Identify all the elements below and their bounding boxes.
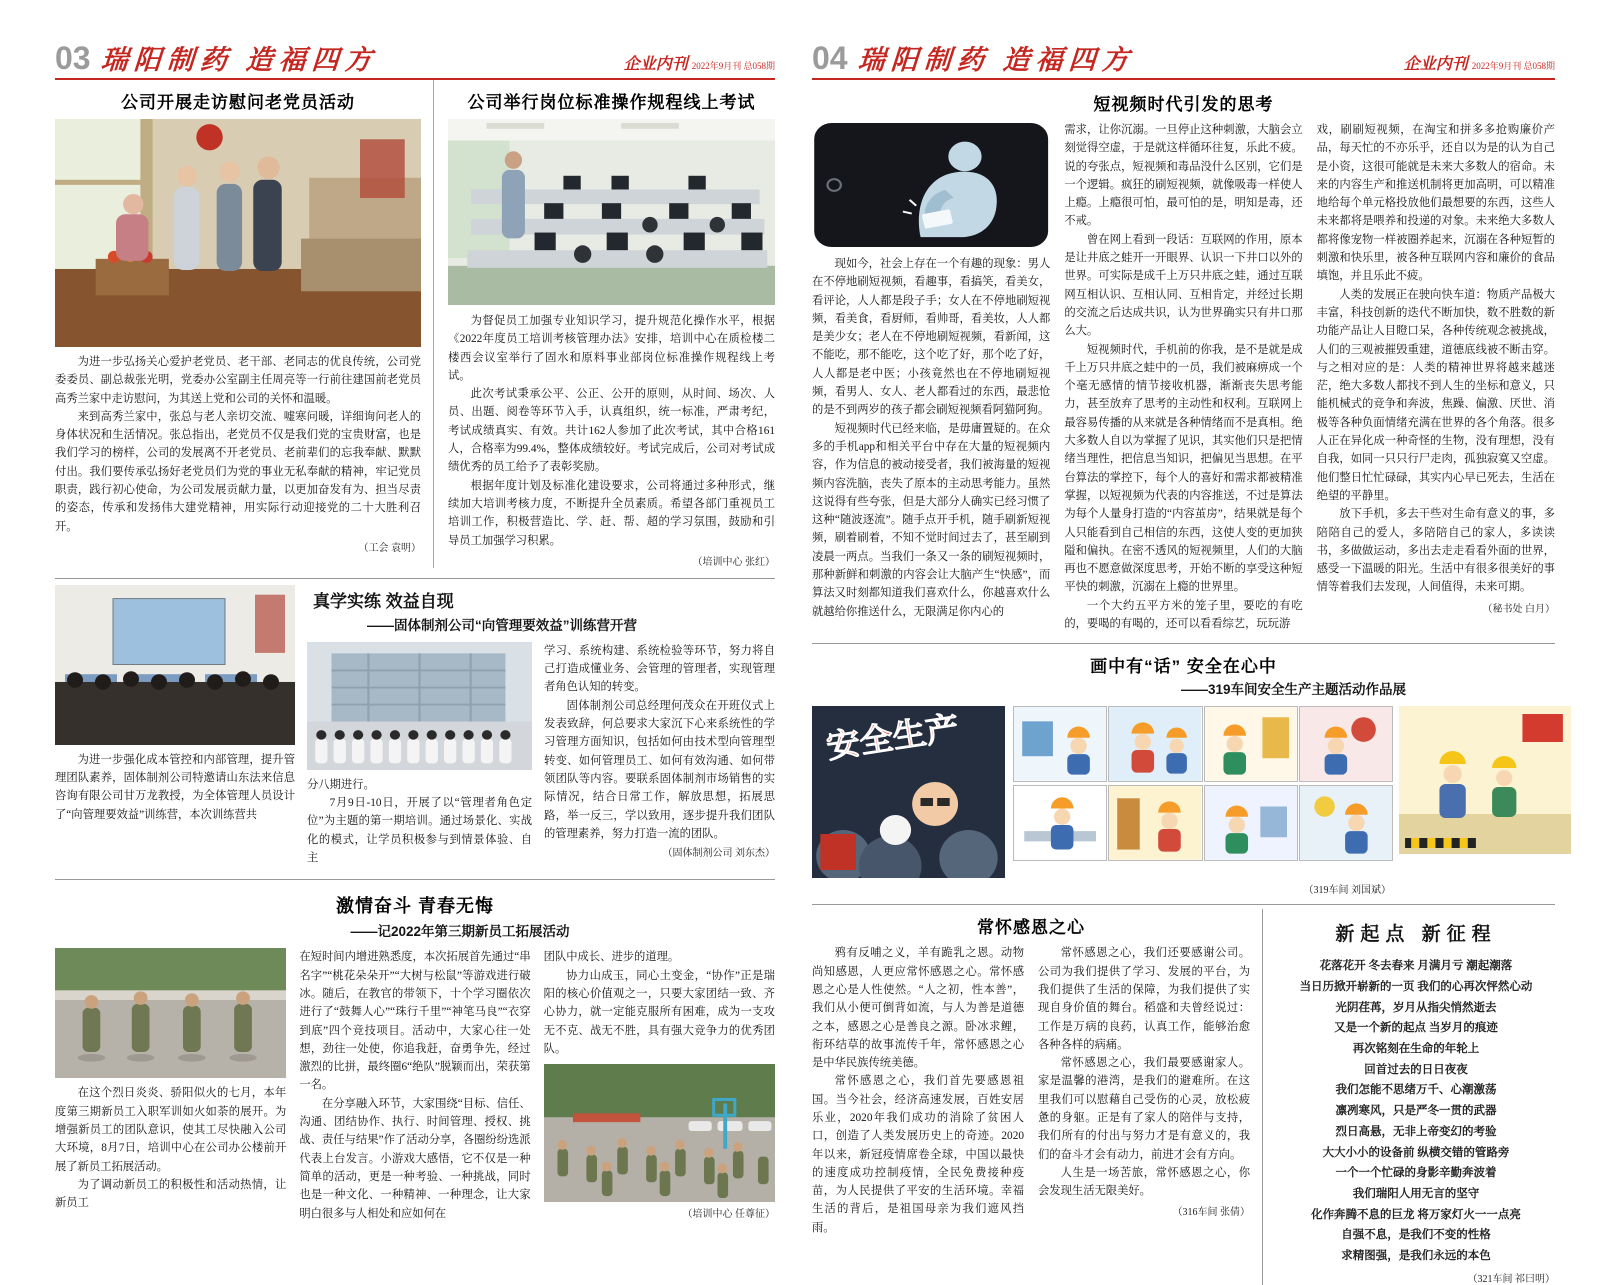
paragraph: 现如今，社会上存在一个有趣的现象：男人在不停地刷短视频，看趣事，看搞笑，看美女，看评论，人人都是段子手；女人在不停地刷短视频，看美食，看厨师，看帅哥，看美妆，人人都是美少女；老人在不停地刷短视频，看新闻，这不能吃，那不能吃，这个吃了好，那个吃了好，人人都是老中医；小孩竟然也在不停地刷短视频，看男人、女人、老人都看过的东西，最悲怆的是不到两岁的孩子都会刷短视频看阿猫阿狗。 [812, 258, 1051, 417]
paragraph: 曾在网上看到一段话：互联网的作用，原本是让井底之蛙开一开眼界、认识一下井口以外的世界。可实际是成千上万只井底之蛙，通过互联网互相认识、互相认同、互相肯定，并经过长期的交流之后达成共识，认为世界确实只有井口那么大。 [1064, 233, 1303, 338]
paragraph-continuation: 需求，让你沉溺。一旦停止这种刺激，大脑会立刻觉得空虚，于是就这样循环往复，乐此不疲。说的夸张点，短视频和毒品没什么区别，它们是一个逻辑。疯狂的刷短视频，就像吸毒一样使人上瘾。上瘾很可怕，最可怕的是，明知是毒，还不戒。 [1064, 124, 1303, 228]
artwork-comic-grid-wrap [1013, 706, 1391, 861]
poem-line: 求精图强，是我们永远的本色 [1341, 1249, 1491, 1262]
article-title: 公司举行岗位标准操作规程线上考试 [467, 93, 756, 112]
publication-name: 企业内刊 [623, 56, 688, 73]
article-subtitle: ——记2022年第三期新员工拓展活动 [350, 924, 570, 940]
byline: （培训中心 张红） [692, 556, 775, 568]
article-right-area [307, 585, 775, 867]
byline: （工会 袁明） [358, 542, 421, 554]
column-2 [1064, 121, 1302, 633]
poem-line: 自强不息，是我们不变的性格 [1341, 1229, 1491, 1242]
article-title: 画中有“话” 安全在心中 [1090, 657, 1277, 677]
paragraph: 为督促员工加强专业知识学习，提升规范化操作水平，根据《2022年度员工培训考核管理办法》安排，培训中心在质检楼二楼西会议室举行了固水和原料事业部岗位标准操作规程线上考试。 [448, 315, 775, 382]
article-title: 短视频时代引发的思考 [1093, 95, 1274, 114]
photo-military-training-field [544, 1064, 775, 1202]
paragraph: 短视频时代，手机前的你我，是不是就是成千上万只井底之蛙中的一员，我们被麻痹成一个个毫无感情的情节接收机器，渐渐丧失思考能力，甚至放弃了思考的主动性和权利。互联网上最容易传播的从来就是各种情绪而不是真相。绝大多数人自以为掌握了见识，其实他们只是把情绪当理性，把信息当知识，把偏见当思想。在平台算法的掌控下，每个人的喜好和需求都被精准掌握，以短视频为代表的内容推送，不过是算法为每个人量身打造的“内容茧房”，结果就是每个人只能看到自己相信的东西，这使人变的更加狭隘和偏执。在密不透风的短视频里，人们的大脑再也不愿意做深度思考，开始不断的享受这种短平快的刺激，沉溺在上瘾的世界里。 [1064, 343, 1303, 594]
artwork-safety-poster-yellow [1399, 706, 1571, 854]
illustration-phone-addiction [812, 121, 1050, 249]
poem-line: 回首过去的日日夜夜 [1364, 1063, 1468, 1076]
page-number: 04 [812, 40, 848, 76]
paragraph-continuation: 戏，刷刷短视频，在淘宝和拼多多抢购廉价产品，每天忙的不亦乐乎，还自以为是的认为自己是小资，这很可能就是未来大多数人的宿命。未来的内容生产和推送机制将更加高明，可以精准地给每个单元格投放他们最想要的东西，这些人未来都将是喂养和投递的对象。未来绝大多数人都将像宠物一样被圈养起来，沉溺在各种短暂的刺激和快乐里，被各种互联网内容和廉价的食品填饱，并且乐此不疲。 [1316, 124, 1555, 283]
paragraph: 为进一步弘扬关心爱护老党员、老干部、老同志的优良传统，公司党委委员、副总裁张光明，党委办公室副主任周亮等一行前往建国前老党员高秀兰家中走访慰问，为其送上党和公司的关怀和温暖。 [55, 356, 421, 405]
comic-panel [1013, 706, 1107, 782]
article-title: 常怀感恩之心 [977, 918, 1085, 938]
article-title: 公司开展走访慰问老党员活动 [121, 93, 355, 112]
poem-body [1277, 956, 1555, 1266]
paragraph: 短视频时代已经来临，是毋庸置疑的。在众多的手机app和相关平台中存在大量的短视频内容，作为信息的被动接受者，我们被海量的短视频内容洗脑，丧失了原本的主动思考能力。虽然这说得有些夸张，但是大部分人确实已经习惯了这种“随波逐流”。随手点开手机，随手刷新短视频，刷着刷着，不知不觉时间过去了，甚至刷到凌晨一两点。当我们一条又一条的刷短视频时，那种新鲜和刺激的内容会让大脑产生“快感”，而算法又时刻都知道我们喜欢什么，你越喜欢什么就越给你推送什么，无限满足你内心的 [812, 422, 1051, 618]
paragraph: 为进一步强化成本管控和内部管理，提升管理团队素养，固体制剂公司特邀请山东法来信息咨询有限公司甘万龙教授，为全体管理人员设计了“向管理要效益”训练营，本次训练营共 [55, 753, 295, 821]
byline: （319车间 刘国斌） [1303, 885, 1391, 897]
poem-line: 当日历掀开崭新的一页 我们的心再次怦然心动 [1299, 981, 1533, 993]
page3-header [55, 34, 775, 80]
article-online-exam [433, 80, 775, 568]
comic-panel [1204, 706, 1298, 782]
paragraph: 常怀感恩之心，我们首先要感恩祖国。当今社会，经济高速发展，百姓安居乐业，2020年我们成功的消除了贫困人口，创造了人类发展历史上的奇迹。2020年以来，新冠疫情席卷全球，中国以最快的速度成功控制疫情，全民免费接种疫苗，为人民提供了平安的生活环境。幸福生活的背后，是祖国母亲为我们遮风挡雨。 [812, 1075, 1024, 1234]
column-2 [307, 642, 532, 867]
page-04 [800, 0, 1600, 1285]
artwork-safety-poster-dark [812, 706, 1005, 878]
issue-info: 2022年9月刊 总058期 [1471, 61, 1555, 71]
paragraph: 人类的发展正在驶向快车道：物质产品极大丰富，科技创新的迭代不断加快，数不胜数的新功能产品让人目瞪口呆，各种传统观念被挑战，人们的三观被摧毁重建，道德底线被不断击穿。与之相对应的是：人类的精神世界将越来越迷茫，绝大多数人都找不到人生的坐标和意义，只能机械式的竞争和奔波，焦躁、偏激、厌世、消极等各种负面情绪充满在世界的各个角落。很多人正在异化成一种奇怪的生物，没有理想，没有自我，如同一只只行尸走肉，孤独寂寞又空虚。他们整日忙忙碌碌，其实内心早已死去，生活在绝望的平静里。 [1316, 288, 1555, 502]
poem-line: 再次铭刻在生命的年轮上 [1352, 1043, 1480, 1056]
paragraph: 在这个烈日炎炎、骄阳似火的七月，本年度第三期新员工入职军训如火如荼的展开。为增强新员工的团队意识，使其工尽快融入公司大环境，8月7日，培训中心在公司办公楼前开展了新员工拓展活动。 [55, 1087, 287, 1173]
column-1 [812, 121, 1050, 633]
column-2 [299, 948, 530, 1222]
comic-panel [1299, 785, 1393, 861]
photo-training-classroom [55, 585, 295, 745]
poem-line: 我们瑞阳人用无言的坚守 [1352, 1187, 1480, 1200]
column-3 [544, 948, 775, 1222]
poem-line: 又是一个新的起点 当岁月的痕迹 [1334, 1022, 1498, 1035]
paragraph-continuation: 在短时间内增进熟悉度，本次拓展首先通过“串名字”“桃花朵朵开”“大树与松鼠”等游戏进行破冰。随后，在教官的带领下，十个学习圈依次进行了“鼓舞人心”“珠行千里”“神笔马良”“衣穿到底”四个竞技项目。活动中，大家心往一处想，劲往一处使，你追我赶，奋勇争先，经过激烈的比拼，最终圈6“绝队”脱颖而出，荣获第一名。 [299, 951, 531, 1092]
paragraph: 固体制剂公司总经理何茂众在开班仪式上发表致辞，何总要求大家沉下心来系统性的学习管理方面知识，包括如何由技术型向管理型转变、如何管理员工、如何有效沟通、如何带领团队等内容。要联系固体制剂市场销售的实际情况，结合日常工作，解放思想，拓展思路，举一反三，学以致用，逐步提升我们团队的管理素养，努力打造一流的团队。 [544, 699, 775, 840]
column-1 [55, 585, 295, 867]
svg-text:安全生产: 安全生产 [823, 709, 962, 766]
paragraph: 常怀感恩之心，我们还要感谢公司。公司为我们提供了学习、发展的平台，为我们提供了生活的保障，为我们提供了实现自身价值的舞台。稻盛和夫曾经说过：工作是万病的良药，认真工作，能够治愈各种各样的病痛。 [1038, 947, 1250, 1051]
paragraph: 常怀感恩之心，我们最要感谢家人。家是温馨的港湾，是我们的避难所。在这里我们可以慰藉自己受伤的心灵，放松疲惫的身躯。正是有了家人的陪伴与支持，我们所有的付出与努力才是有意义的，我们的奋斗才会有动力，前进才会有方向。 [1038, 1057, 1250, 1161]
article-body [55, 353, 421, 536]
comic-panel [1108, 706, 1202, 782]
publication-name: 企业内刊 [1403, 56, 1468, 73]
publication-block [1404, 51, 1555, 74]
artwork-comic-grid [1013, 706, 1391, 861]
photo-military-training-walk [55, 948, 286, 1078]
column-1 [812, 944, 1024, 1237]
column-text [307, 776, 532, 867]
column-1 [55, 948, 286, 1222]
comic-panel [1108, 785, 1202, 861]
byline: （316车间 张倩） [1172, 1207, 1250, 1219]
poem-line: 大大小小的设备前 纵横交错的管路旁 [1322, 1146, 1510, 1159]
column-3 [544, 642, 775, 867]
paragraph: 一个大约五平方米的笼子里，要吃的有吃的，要喝的有喝的，还可以看看综艺，玩玩游 [1064, 599, 1303, 631]
page4-header [812, 34, 1555, 80]
page3-top-row [55, 80, 775, 568]
comic-panel [1204, 785, 1298, 861]
comic-panel [1299, 706, 1393, 782]
issue-info: 2022年9月刊 总058期 [691, 61, 775, 71]
paragraph: 协力山成玉，同心土变金，“协作”正是瑞阳的核心价值观之一，只要大家团结一致、齐心协力，就一定能克服所有困难，成为一支攻无不克、战无不胜，具有强大竞争力的优秀团队。 [543, 969, 775, 1055]
article-management-training-camp [55, 578, 775, 867]
poem-title: 新起点 新征程 [1335, 924, 1497, 946]
poem-line: 烈日高悬，无非上帝变幻的考验 [1335, 1125, 1497, 1138]
masthead-slogan: 瑞阳制药 造福四方 [856, 45, 1136, 75]
poem-line: 凛冽寒风，只是严冬一贯的武器 [1335, 1105, 1497, 1118]
column-text [55, 751, 295, 824]
byline: （固体制剂公司 刘东杰） [662, 848, 775, 860]
paragraph: 为了调动新员工的积极性和活动热情，让新员工 [55, 1178, 287, 1210]
page-number: 03 [55, 40, 91, 76]
paragraph: 在分享融入环节，大家围绕“目标、信任、沟通、团结协作、执行、时间管理、授权、挑战、责任与结果”作了活动分享，各圈纷纷选派代表上台发言。小游戏大感悟，它不仅是一种简单的活动，更是一种考验、一种挑战，同时也是一种文化、一种精神、一种理念，让大家明白很多与人相处和应如何在 [299, 1097, 531, 1220]
byline: （321车间 祁曰明） [1467, 1273, 1555, 1285]
article-new-employee-outreach [55, 879, 775, 1222]
article-short-video-era [812, 90, 1555, 633]
masthead-slogan: 瑞阳制药 造福四方 [99, 45, 379, 75]
page-03 [0, 0, 800, 1221]
paragraph: 人生是一场苦旅，常怀感恩之心，你会发现生活无限美好。 [1038, 1166, 1250, 1198]
article-subtitle: ——319车间安全生产主题活动作品展 [1180, 682, 1407, 698]
article-title: 激情奋斗 青春无悔 [335, 896, 494, 917]
article-subtitle: ——固体制剂公司“向管理要效益”训练营开营 [367, 617, 637, 633]
poem-line: 化作奔腾不息的巨龙 将万家灯火一一点亮 [1311, 1208, 1521, 1221]
comic-panel [1013, 785, 1107, 861]
publication-block [624, 51, 775, 74]
poem-line: 光阴荏苒，岁月从指尖悄然逝去 [1335, 1001, 1497, 1014]
poem-line: 一个一个忙碌的身影辛勤奔波着 [1335, 1167, 1497, 1180]
page4-bottom-row [812, 904, 1555, 1284]
paragraph-continuation: 学习、系统构建、系统检验等环节，努力将自己打造成懂业务、会管理的管理者，实现管理者角色认知的转变。 [544, 644, 775, 694]
paragraph: 根据年度计划及标准化建设要求，公司将通过多种形式，继续加大培训考核力度，不断提升全员素质。希望各部门重视员工培训工作，积极营造比、学、赶、帮、超的学习氛围，鼓励和引导员工加强学习积累。 [448, 479, 775, 547]
paragraph: 鸦有反哺之义，羊有跪乳之恩。动物尚知感恩，人更应常怀感恩之心。常怀感恩之心是人性使然。“人之初，性本善”，我们从小便可倒背如流，与人为善是道德之本，感恩之心是善良之源。卧冰求鲤，衔环结草的故事流传千年，常怀感恩之心是中华民族传统美德。 [812, 947, 1024, 1070]
column-text [55, 1084, 286, 1212]
artwork-row [812, 706, 1555, 878]
paragraph: 来到高秀兰家中，张总与老人亲切交流、嘘寒问暖，详细询问老人的身体状况和生活情况。张总指出，老党员不仅是我们党的宝贵财富，也是我们学习的榜样，公司的发展离不开老党员、老前辈们的忘我奉献、默默付出。我们要传承弘扬好老党员们为党的事业无私奉献的精神，牢记党员职责，践行初心使命，为公司发展贡献力量，以更加奋发有为、担当尽责的姿态，传承和发扬伟大建党精神，用实际行动迎接党的二十大胜利召开。 [55, 410, 421, 533]
poem-line: 花落花开 冬去春来 月满月亏 潮起潮落 [1319, 960, 1513, 973]
byline: （秘书处 白月） [1482, 603, 1555, 615]
column-2 [1038, 944, 1250, 1237]
paragraph: 放下手机，多去干些对生命有意义的事，多陪陪自己的爱人，多陪陪自己的家人，多读读书，多做做运动，多出去走走看看外面的世界，感受一下温暖的阳光。生活中有很多很美好的事情等着我们去发现，人间值得，未来可期。 [1316, 508, 1555, 594]
photo-exam-room [448, 119, 775, 305]
article-gratitude [812, 909, 1262, 1284]
article-visit-party-members [55, 80, 433, 568]
article-poem-new-start [1262, 909, 1555, 1284]
paragraph: 此次考试秉承公平、公正、公开的原则，从时间、场次、人员、出题、阅卷等环节入手，认真组织，统一标准，严肃考纪，考试成绩真实、有效。共计162人参加了此次考试，其中合格161人，合格率为99.4%，整体成绩较好。考试完成后，公司对考试成绩优秀的员工给予了表彰奖励。 [448, 388, 775, 474]
photo-group-outside-building [307, 642, 532, 770]
article-title: 真学实练 效益自现 [313, 591, 454, 611]
paragraph-continuation: 分八期进行。 [307, 778, 375, 791]
paragraph-continuation: 团队中成长、进步的道理。 [543, 951, 680, 964]
paragraph: 7月9日-10日，开展了以“管理者角色定位”为主题的第一期培训。通过场景化、实战化的模式，让学员积极参与到情景体验、自主 [307, 797, 532, 865]
column-3 [1317, 121, 1555, 633]
column-text [812, 255, 1050, 621]
poem-line: 我们怎能不思绪万千、心潮激荡 [1335, 1084, 1497, 1097]
article-safety-artwork-exhibit [812, 643, 1555, 896]
article-body [448, 312, 775, 550]
photo-home-visit [55, 119, 421, 347]
byline: （培训中心 任尊征） [682, 1209, 775, 1221]
